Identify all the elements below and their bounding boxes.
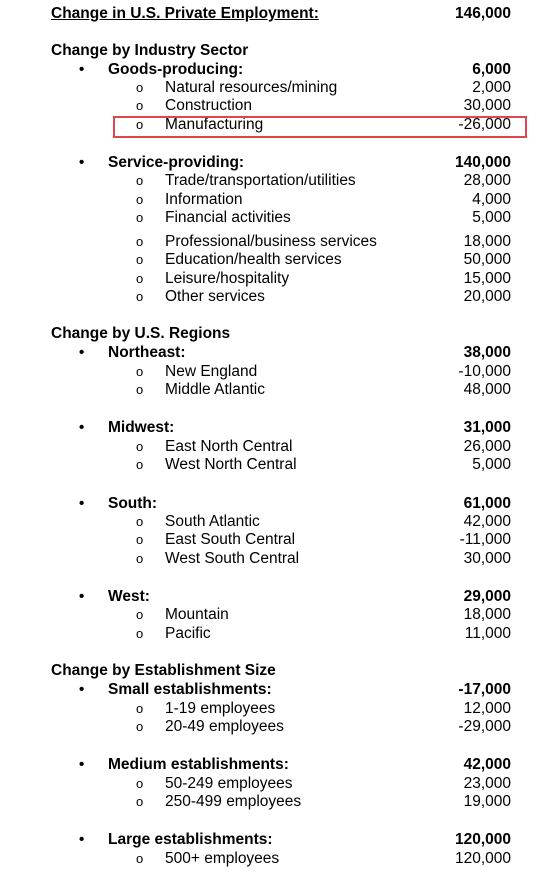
bullet-icon: • bbox=[79, 154, 85, 171]
item-value: 20,000 bbox=[463, 288, 511, 305]
item-value: 12,000 bbox=[463, 700, 511, 717]
item-label: 500+ employees bbox=[165, 850, 280, 867]
group-label: West: bbox=[108, 588, 150, 605]
sub-bullet-icon: o bbox=[136, 457, 144, 472]
list-item bbox=[0, 172, 550, 190]
bullet-icon: • bbox=[79, 495, 85, 512]
sub-bullet-icon: o bbox=[136, 794, 144, 809]
list-item bbox=[0, 718, 550, 736]
sub-bullet-icon: o bbox=[136, 117, 144, 132]
item-value: 5,000 bbox=[472, 456, 511, 473]
list-item bbox=[0, 270, 550, 288]
employment-total-value: 146,000 bbox=[454, 5, 511, 22]
group-value: -17,000 bbox=[458, 681, 511, 698]
sub-bullet-icon: o bbox=[136, 439, 144, 454]
item-value: 11,000 bbox=[464, 625, 511, 642]
bullet-icon: • bbox=[79, 681, 85, 698]
group-label: South: bbox=[108, 495, 158, 512]
item-value: -29,000 bbox=[458, 718, 511, 735]
list-item bbox=[0, 363, 550, 381]
item-value: 2,000 bbox=[472, 79, 511, 96]
sub-bullet-icon: o bbox=[136, 719, 144, 734]
group-row-west bbox=[0, 588, 550, 606]
sub-bullet-icon: o bbox=[136, 776, 144, 791]
item-value: 42,000 bbox=[463, 513, 511, 530]
group-row-northeast bbox=[0, 344, 550, 362]
sub-bullet-icon: o bbox=[136, 626, 144, 641]
item-value: -10,000 bbox=[458, 363, 511, 380]
sub-bullet-icon: o bbox=[136, 192, 144, 207]
list-item bbox=[0, 793, 550, 811]
item-label: West North Central bbox=[165, 456, 297, 473]
item-label: Leisure/hospitality bbox=[165, 270, 290, 287]
item-label: Pacific bbox=[165, 625, 211, 642]
list-item bbox=[0, 700, 550, 718]
group-row-medium-establishments bbox=[0, 756, 550, 774]
group-row-midwest bbox=[0, 419, 550, 437]
item-value: 30,000 bbox=[463, 97, 511, 114]
group-row-goods-producing bbox=[0, 61, 550, 79]
group-value: 120,000 bbox=[454, 831, 511, 848]
item-label: East South Central bbox=[165, 531, 296, 548]
list-item bbox=[0, 288, 550, 306]
group-label: Northeast: bbox=[108, 344, 186, 361]
item-value: 23,000 bbox=[463, 775, 511, 792]
list-item bbox=[0, 550, 550, 568]
group-value: 38,000 bbox=[463, 344, 511, 361]
group-label: Service-providing: bbox=[108, 154, 245, 171]
item-value: 50,000 bbox=[463, 251, 511, 268]
group-row-south bbox=[0, 495, 550, 513]
sub-bullet-icon: o bbox=[136, 173, 144, 188]
item-label: East North Central bbox=[165, 438, 293, 455]
item-value: 19,000 bbox=[463, 793, 511, 810]
item-value: -26,000 bbox=[458, 116, 511, 133]
item-label: Other services bbox=[165, 288, 265, 305]
list-item bbox=[0, 606, 550, 624]
group-value: 61,000 bbox=[463, 495, 511, 512]
sub-bullet-icon: o bbox=[136, 514, 144, 529]
item-label: New England bbox=[165, 363, 258, 380]
sub-bullet-icon: o bbox=[136, 364, 144, 379]
item-label: Professional/business services bbox=[165, 233, 377, 250]
list-item bbox=[0, 775, 550, 793]
list-item bbox=[0, 625, 550, 643]
bullet-icon: • bbox=[79, 831, 85, 848]
list-item bbox=[0, 97, 550, 115]
item-value: 4,000 bbox=[472, 191, 511, 208]
group-label: Midwest: bbox=[108, 419, 175, 436]
group-label: Large establishments: bbox=[108, 831, 273, 848]
group-row-service-providing bbox=[0, 154, 550, 172]
list-item bbox=[0, 209, 550, 227]
bullet-icon: • bbox=[79, 61, 85, 78]
sub-bullet-icon: o bbox=[136, 289, 144, 304]
list-item bbox=[0, 513, 550, 531]
bullet-icon: • bbox=[79, 588, 85, 605]
bullet-icon: • bbox=[79, 756, 85, 773]
sub-bullet-icon: o bbox=[136, 532, 144, 547]
item-label: Middle Atlantic bbox=[165, 381, 265, 398]
item-label: Construction bbox=[165, 97, 253, 114]
list-item bbox=[0, 438, 550, 456]
item-value: 120,000 bbox=[454, 850, 511, 867]
item-label: Natural resources/mining bbox=[165, 79, 338, 96]
bullet-icon: • bbox=[79, 419, 85, 436]
item-value: 48,000 bbox=[463, 381, 511, 398]
sub-bullet-icon: o bbox=[136, 701, 144, 716]
item-value: -11,000 bbox=[459, 531, 511, 548]
sub-bullet-icon: o bbox=[136, 271, 144, 286]
employment-total-row bbox=[0, 5, 550, 23]
item-label: South Atlantic bbox=[165, 513, 260, 530]
item-value: 18,000 bbox=[463, 606, 511, 623]
group-label: Small establishments: bbox=[108, 681, 272, 698]
item-label: 20-49 employees bbox=[165, 718, 284, 735]
item-label: 250-499 employees bbox=[165, 793, 302, 810]
item-label: Financial activities bbox=[165, 209, 291, 226]
sub-bullet-icon: o bbox=[136, 851, 144, 866]
sub-bullet-icon: o bbox=[136, 551, 144, 566]
group-label: Goods-producing: bbox=[108, 61, 244, 78]
item-value: 26,000 bbox=[463, 438, 511, 455]
sub-bullet-icon: o bbox=[136, 98, 144, 113]
item-value: 5,000 bbox=[472, 209, 511, 226]
item-label: Manufacturing bbox=[165, 116, 264, 133]
group-value: 6,000 bbox=[472, 61, 511, 78]
list-item bbox=[0, 251, 550, 269]
item-label: Education/health services bbox=[165, 251, 342, 268]
item-value: 18,000 bbox=[463, 233, 511, 250]
group-value: 140,000 bbox=[454, 154, 511, 171]
section-title-establishment-size: Change by Establishment Size bbox=[51, 662, 276, 679]
group-value: 31,000 bbox=[463, 419, 511, 436]
sub-bullet-icon: o bbox=[136, 234, 144, 249]
item-value: 28,000 bbox=[463, 172, 511, 189]
list-item bbox=[0, 381, 550, 399]
employment-total-label: Change in U.S. Private Employment: bbox=[51, 5, 319, 22]
item-label: Information bbox=[165, 191, 243, 208]
item-label: West South Central bbox=[165, 550, 300, 567]
sub-bullet-icon: o bbox=[136, 607, 144, 622]
sub-bullet-icon: o bbox=[136, 252, 144, 267]
group-row-small-establishments bbox=[0, 681, 550, 699]
sub-bullet-icon: o bbox=[136, 210, 144, 225]
highlight-box bbox=[113, 116, 527, 138]
item-value: 30,000 bbox=[463, 550, 511, 567]
item-label: 50-249 employees bbox=[165, 775, 293, 792]
list-item bbox=[0, 850, 550, 868]
bullet-icon: • bbox=[79, 344, 85, 361]
list-item bbox=[0, 233, 550, 251]
group-label: Medium establishments: bbox=[108, 756, 289, 773]
list-item bbox=[0, 191, 550, 209]
section-title-regions: Change by U.S. Regions bbox=[51, 325, 231, 342]
item-label: 1-19 employees bbox=[165, 700, 276, 717]
group-value: 42,000 bbox=[463, 756, 511, 773]
group-value: 29,000 bbox=[463, 588, 511, 605]
list-item bbox=[0, 531, 550, 549]
sub-bullet-icon: o bbox=[136, 80, 144, 95]
list-item bbox=[0, 456, 550, 474]
list-item bbox=[0, 79, 550, 97]
item-label: Trade/transportation/utilities bbox=[165, 172, 356, 189]
group-row-large-establishments bbox=[0, 831, 550, 849]
section-title-industry: Change by Industry Sector bbox=[51, 42, 249, 59]
sub-bullet-icon: o bbox=[136, 382, 144, 397]
item-label: Mountain bbox=[165, 606, 229, 623]
item-value: 15,000 bbox=[463, 270, 511, 287]
